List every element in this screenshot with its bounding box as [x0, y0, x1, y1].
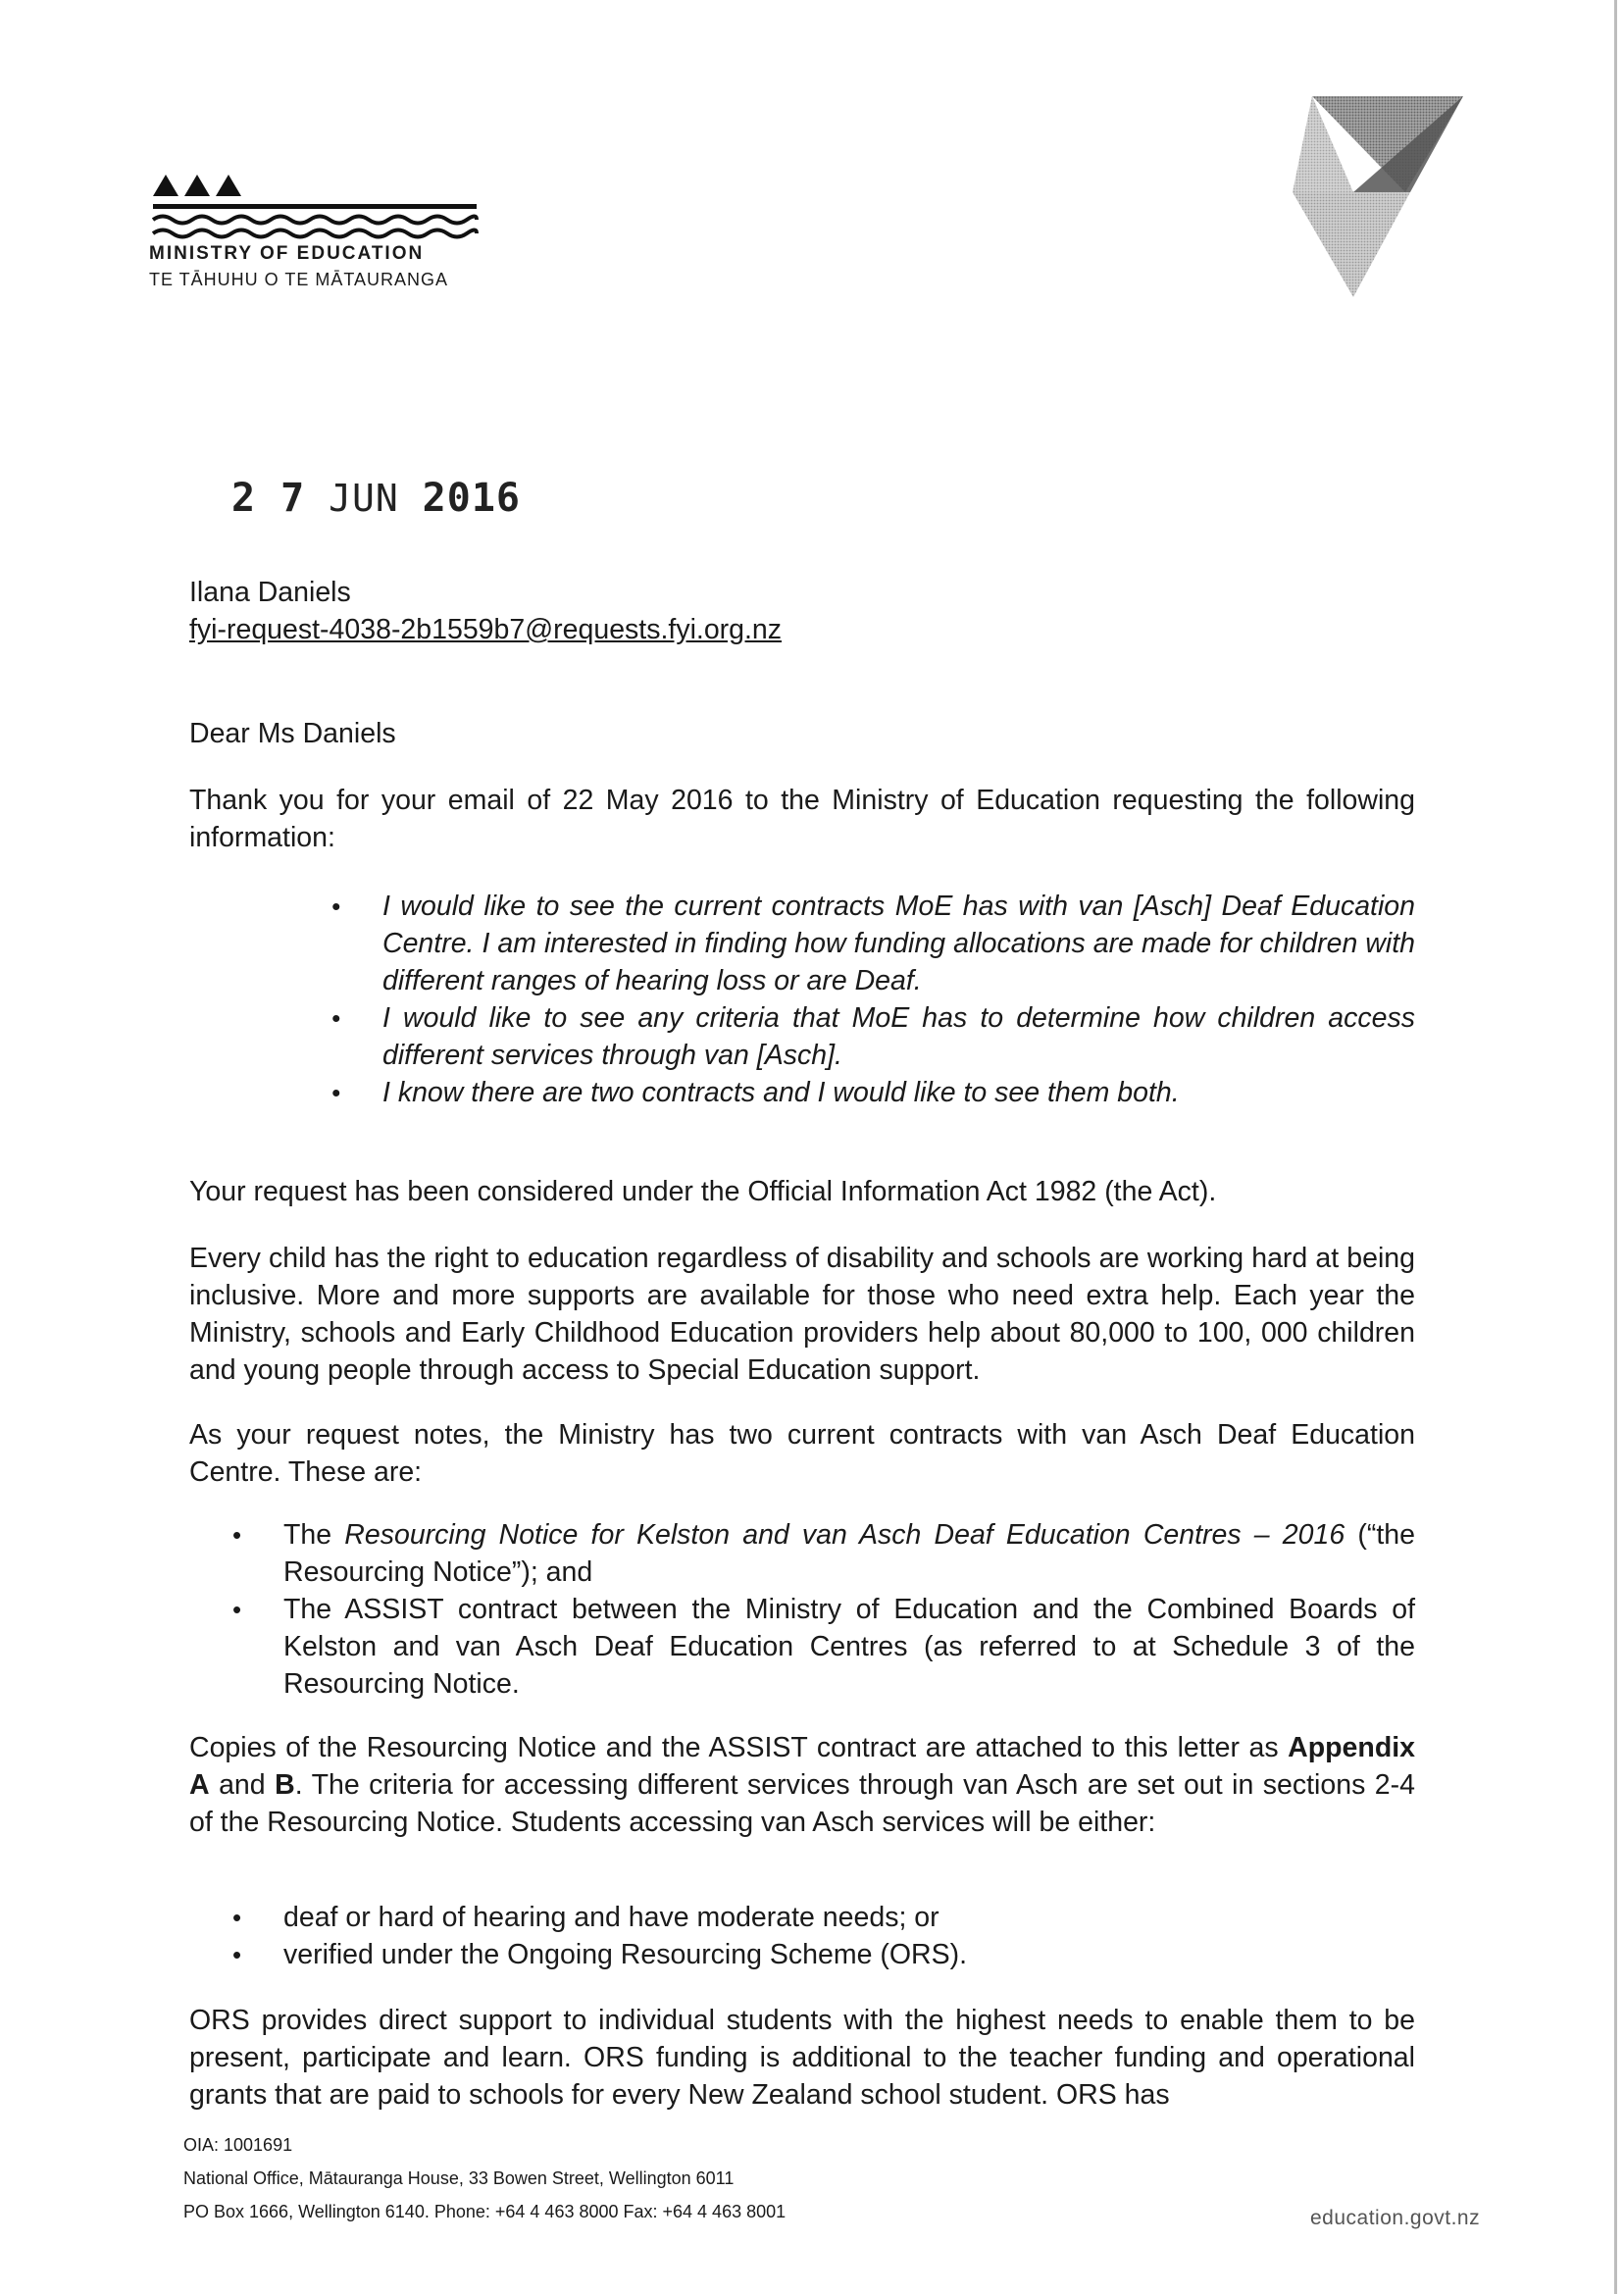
date-day: 2 7 — [231, 476, 306, 521]
salutation: Dear Ms Daniels — [189, 718, 396, 749]
bullet-icon: • — [232, 1595, 242, 1624]
date-stamp — [231, 476, 521, 521]
bullet-icon: • — [331, 1078, 341, 1107]
bullet-icon: • — [331, 892, 341, 921]
list-item: • verified under the Ongoing Resourcing Scheme (ORS). — [283, 1936, 1415, 1973]
appendix-b-label: B — [275, 1769, 295, 1801]
bullet-icon: • — [232, 1940, 242, 1969]
triangle-logo-icon — [1293, 96, 1463, 297]
logo-title: MINISTRY OF EDUCATION — [149, 243, 425, 264]
list-item: • The Resourcing Notice for Kelston and van Asch Deaf Education Centres – 2016 (“the Resourcing Notice”); and — [283, 1516, 1415, 1591]
list-item: • I would like to see any criteria that MoE has to determine how children access different services through van [Asch]. — [382, 999, 1415, 1074]
date-month: JUN — [329, 477, 399, 520]
copies-paragraph: Copies of the Resourcing Notice and the ASSIST contract are attached to this letter as Appendix A and B. The criteria for accessing different services through van Asch are set out in sections 2-4 of the Resourcing Notice. Students accessing van Asch services will be either: — [189, 1732, 1416, 1838]
footer-oia-number: OIA: 1001691 — [183, 2135, 293, 2155]
recipient-email-link[interactable]: fyi-request-4038-2b1559b7@requests.fyi.org.nz — [189, 614, 783, 645]
date-year: 2016 — [422, 476, 521, 521]
ministry-logo-icon — [149, 169, 482, 247]
bullet-icon: • — [331, 1003, 341, 1033]
list-item: • deaf or hard of hearing and have moderate needs; or — [283, 1899, 1415, 1936]
request-list — [331, 888, 1415, 1111]
intro-paragraph: Thank you for your email of 22 May 2016 to the Ministry of Education requesting the following information: — [189, 785, 1415, 853]
list-item: • I would like to see the current contracts MoE has with van [Asch] Deaf Education Centre. I am interested in finding how funding allocations are made for children with different ranges of hearing loss or are Deaf. — [382, 888, 1415, 999]
footer-address-line2: PO Box 1666, Wellington 6140. Phone: +64 4 463 8000 Fax: +64 4 463 8001 — [183, 2202, 787, 2221]
contracts-list — [232, 1516, 1415, 1703]
eligibility-list — [232, 1899, 1415, 1973]
list-item: • The ASSIST contract between the Ministry of Education and the Combined Boards of Kelston and van Asch Deaf Education Centres (as referred to at Schedule 3 of the Resourcing Notice. — [283, 1591, 1415, 1703]
logo-subtitle: TE TĀHUHU O TE MĀTAURANGA — [149, 270, 449, 289]
contracts-paragraph: As your request notes, the Ministry has two current contracts with van Asch Deaf Education Centre. These are: — [189, 1419, 1415, 1488]
resourcing-notice-title: Resourcing Notice for Kelston and van Asch Deaf Education Centres – 2016 — [344, 1519, 1345, 1551]
appendix-a-label: Appendix A — [189, 1732, 1415, 1801]
considered-paragraph: Your request has been considered under the Official Information Act 1982 (the Act). — [189, 1176, 1217, 1207]
bullet-icon: • — [232, 1520, 242, 1550]
list-item: • I know there are two contracts and I would like to see them both. — [382, 1074, 1415, 1111]
footer-website-link[interactable]: education.govt.nz — [1310, 2207, 1481, 2229]
ors-paragraph: ORS provides direct support to individual students with the highest needs to enable them to be present, participate and learn. ORS funding is additional to the teacher funding and operational grants that are paid to schools for every New Zealand school student. ORS has — [189, 2005, 1415, 2111]
bullet-icon: • — [232, 1903, 242, 1932]
recipient-name: Ilana Daniels — [189, 577, 351, 608]
footer-address-line1: National Office, Mātauranga House, 33 Bowen Street, Wellington 6011 — [183, 2168, 735, 2188]
every-child-paragraph: Every child has the right to education regardless of disability and schools are working hard at being inclusive. More and more supports are available for those who need extra help. Each year the Ministry, schools and Early Childhood Education providers help about 80,000 to 100, 000 children and young people through access to Special Education support. — [189, 1243, 1415, 1386]
page-edge-divider — [1614, 0, 1617, 2294]
